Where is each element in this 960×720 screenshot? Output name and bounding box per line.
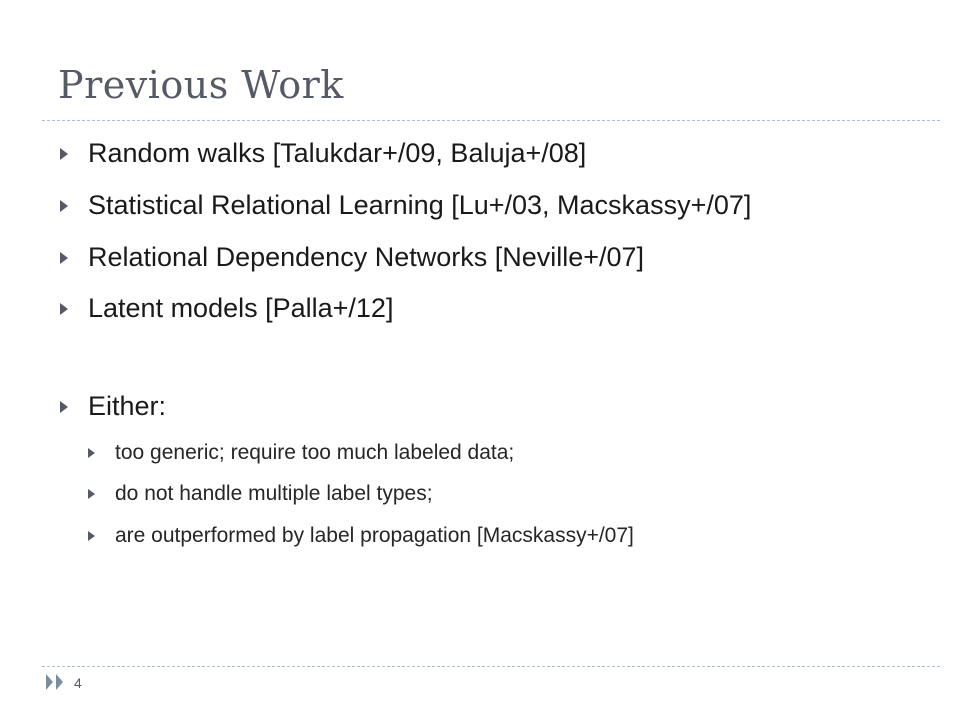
footer-divider: [42, 666, 940, 667]
triangle-bullet-icon: [88, 448, 95, 458]
title-divider: [42, 120, 940, 121]
sub-bullet-text: are outperformed by label propagation [Macskassy+/07]: [115, 524, 634, 547]
bullet-item: [60, 190, 751, 221]
triangle-bullet-icon: [88, 489, 95, 499]
bullet-text: Either:: [88, 391, 167, 421]
triangle-bullet-icon: [88, 531, 95, 541]
triangle-bullet-icon: [60, 148, 68, 160]
bullet-text: Latent models [Palla+/12]: [88, 293, 394, 323]
sub-bullet-item: [88, 441, 514, 465]
triangle-bullet-icon: [60, 303, 68, 315]
triangle-bullet-icon: [60, 200, 68, 212]
triangle-bullet-icon: [60, 252, 68, 264]
slide-title: Previous Work: [58, 63, 344, 107]
bullet-item: [60, 138, 586, 169]
sub-bullet-item: [88, 482, 433, 506]
bullet-text: Statistical Relational Learning [Lu+/03, Macskassy+/07]: [88, 190, 752, 220]
bullet-item: [60, 391, 166, 422]
bullet-text: Random walks [Talukdar+/09, Baluja+/08]: [88, 138, 587, 168]
bullet-item: [60, 293, 393, 324]
bullet-item: [60, 242, 644, 273]
triangle-bullet-icon: [60, 401, 68, 413]
footer-chevron-icon: [46, 674, 63, 690]
sub-bullet-item: [88, 524, 634, 548]
page-number: 4: [74, 675, 82, 691]
sub-bullet-text: too generic; require too much labeled data;: [115, 441, 515, 464]
bullet-text: Relational Dependency Networks [Neville+/07]: [88, 242, 645, 272]
sub-bullet-text: do not handle multiple label types;: [115, 482, 433, 505]
